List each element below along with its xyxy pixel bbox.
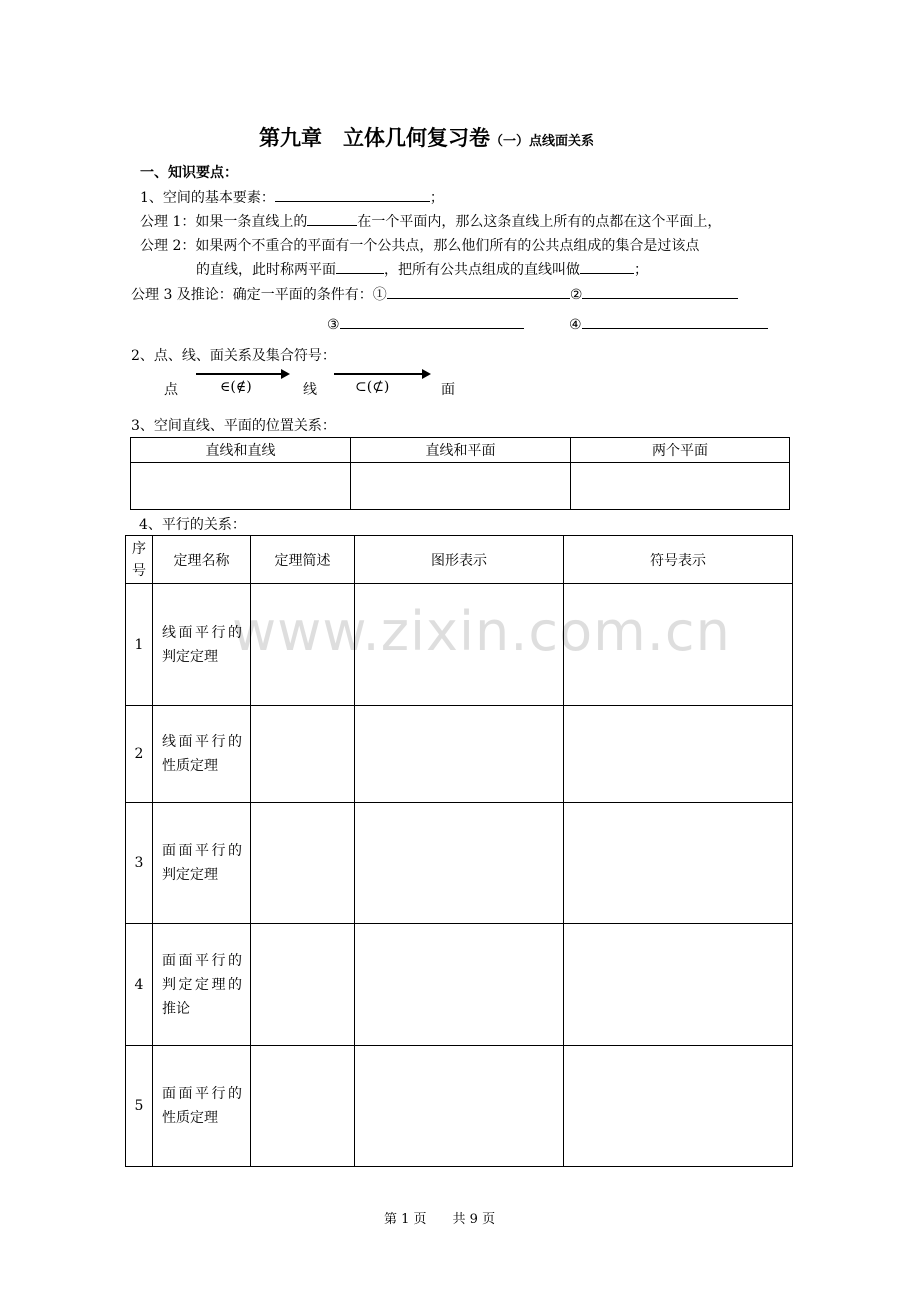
line-label: 线 [303,382,317,398]
row-number: 3 [126,803,153,924]
header-figure: 图形表示 [355,536,564,584]
condition-4-label: ④ [569,317,582,333]
cell-line-line[interactable] [131,463,351,510]
condition-4-blank[interactable] [582,314,768,329]
section-3-heading: 3、空间直线、平面的位置关系： [131,418,336,434]
table-row [126,803,793,924]
axiom-2-part-c: ； [634,262,648,278]
line-to-plane-arrow [334,373,429,375]
page-footer: 第 1 页 共 9 页 [384,1212,496,1227]
header-theorem-name: 定理名称 [153,536,251,584]
theorem-summary-cell[interactable] [251,924,355,1046]
theorem-name: 面面平行的判定定理的推论 [153,924,251,1046]
title-main: 第九章 立体几何复习卷 [259,125,490,150]
condition-3-blank[interactable] [340,314,524,329]
table-row [126,1046,793,1167]
watermark: www.zixin.com.cn [232,600,731,663]
condition-4-line [569,314,768,333]
axiom-1-prefix: 公理 1：如果一条直线上的 [140,214,308,230]
theorem-summary-cell[interactable] [251,1046,355,1167]
row-number: 1 [126,584,153,706]
row-number: 2 [126,706,153,803]
symbol-cell[interactable] [564,1046,793,1167]
header-index: 序号 [126,536,153,584]
header-symbol: 符号表示 [564,536,793,584]
figure-cell[interactable] [355,924,564,1046]
condition-2-blank[interactable] [582,284,738,299]
section-2-heading: 2、点、线、面关系及集合符号： [131,348,336,364]
subset-symbol: ⊂(⊄) [355,379,390,395]
figure-cell[interactable] [355,803,564,924]
page-title [259,122,594,152]
theorem-name: 面面平行的性质定理 [153,1046,251,1167]
section-1-heading: 一、知识要点： [140,165,238,181]
axiom-1-suffix: 在一个平面内，那么这条直线上所有的点都在这个平面上， [357,214,722,230]
section-4-heading: 4、平行的关系： [139,517,246,533]
condition-2-label: ② [569,287,583,303]
theorem-summary-cell[interactable] [251,803,355,924]
row-number: 4 [126,924,153,1046]
figure-cell[interactable] [355,706,564,803]
axiom-2-line-1: 公理 2：如果两个不重合的平面有一个公共点，那么他们所有的公共点组成的集合是过该点 [140,238,700,254]
theorem-summary-cell[interactable] [251,706,355,803]
header-line-line: 直线和直线 [131,438,351,463]
header-theorem-summary: 定理简述 [251,536,355,584]
header-plane-plane: 两个平面 [571,438,790,463]
condition-3-label: ③ [327,317,340,333]
plane-label: 面 [441,382,455,398]
cell-line-plane[interactable] [351,463,571,510]
basic-elements-line [140,187,444,207]
axiom-1-line [140,211,721,231]
row-number: 5 [126,1046,153,1167]
symbol-cell[interactable] [564,924,793,1046]
axiom-3-prefix: 公理 3 及推论：确定一平面的条件有：① [131,287,387,303]
basic-elements-prefix: 1、空间的基本要素： [140,190,275,206]
condition-1-blank[interactable] [387,284,570,299]
theorem-name: 线面平行的性质定理 [153,706,251,803]
belongs-symbol: ∈(∉) [220,379,252,395]
basic-elements-suffix: ； [429,190,444,206]
cell-plane-plane[interactable] [571,463,790,510]
point-label: 点 [164,382,178,398]
axiom-2-part-a: 的直线，此时称两平面 [196,262,336,278]
axiom-2-blank-2[interactable] [580,259,634,274]
axiom-2-line-2 [196,259,648,279]
axiom-3-line [131,284,738,304]
axiom-1-blank[interactable] [307,211,357,226]
point-to-line-arrow [196,373,288,375]
figure-cell[interactable] [355,1046,564,1167]
symbol-cell[interactable] [564,803,793,924]
position-relation-table [130,437,790,510]
axiom-2-blank-1[interactable] [336,259,384,274]
symbol-cell[interactable] [564,706,793,803]
theorem-name: 线面平行的判定定理 [153,584,251,706]
theorem-name: 面面平行的判定定理 [153,803,251,924]
table-row [126,924,793,1046]
table-row [126,706,793,803]
condition-3-line [327,314,524,333]
header-line-plane: 直线和平面 [351,438,571,463]
title-subtitle: （一）点线面关系 [490,134,595,149]
basic-elements-blank[interactable] [275,187,430,202]
axiom-2-part-b: ，把所有公共点组成的直线叫做 [384,262,580,278]
